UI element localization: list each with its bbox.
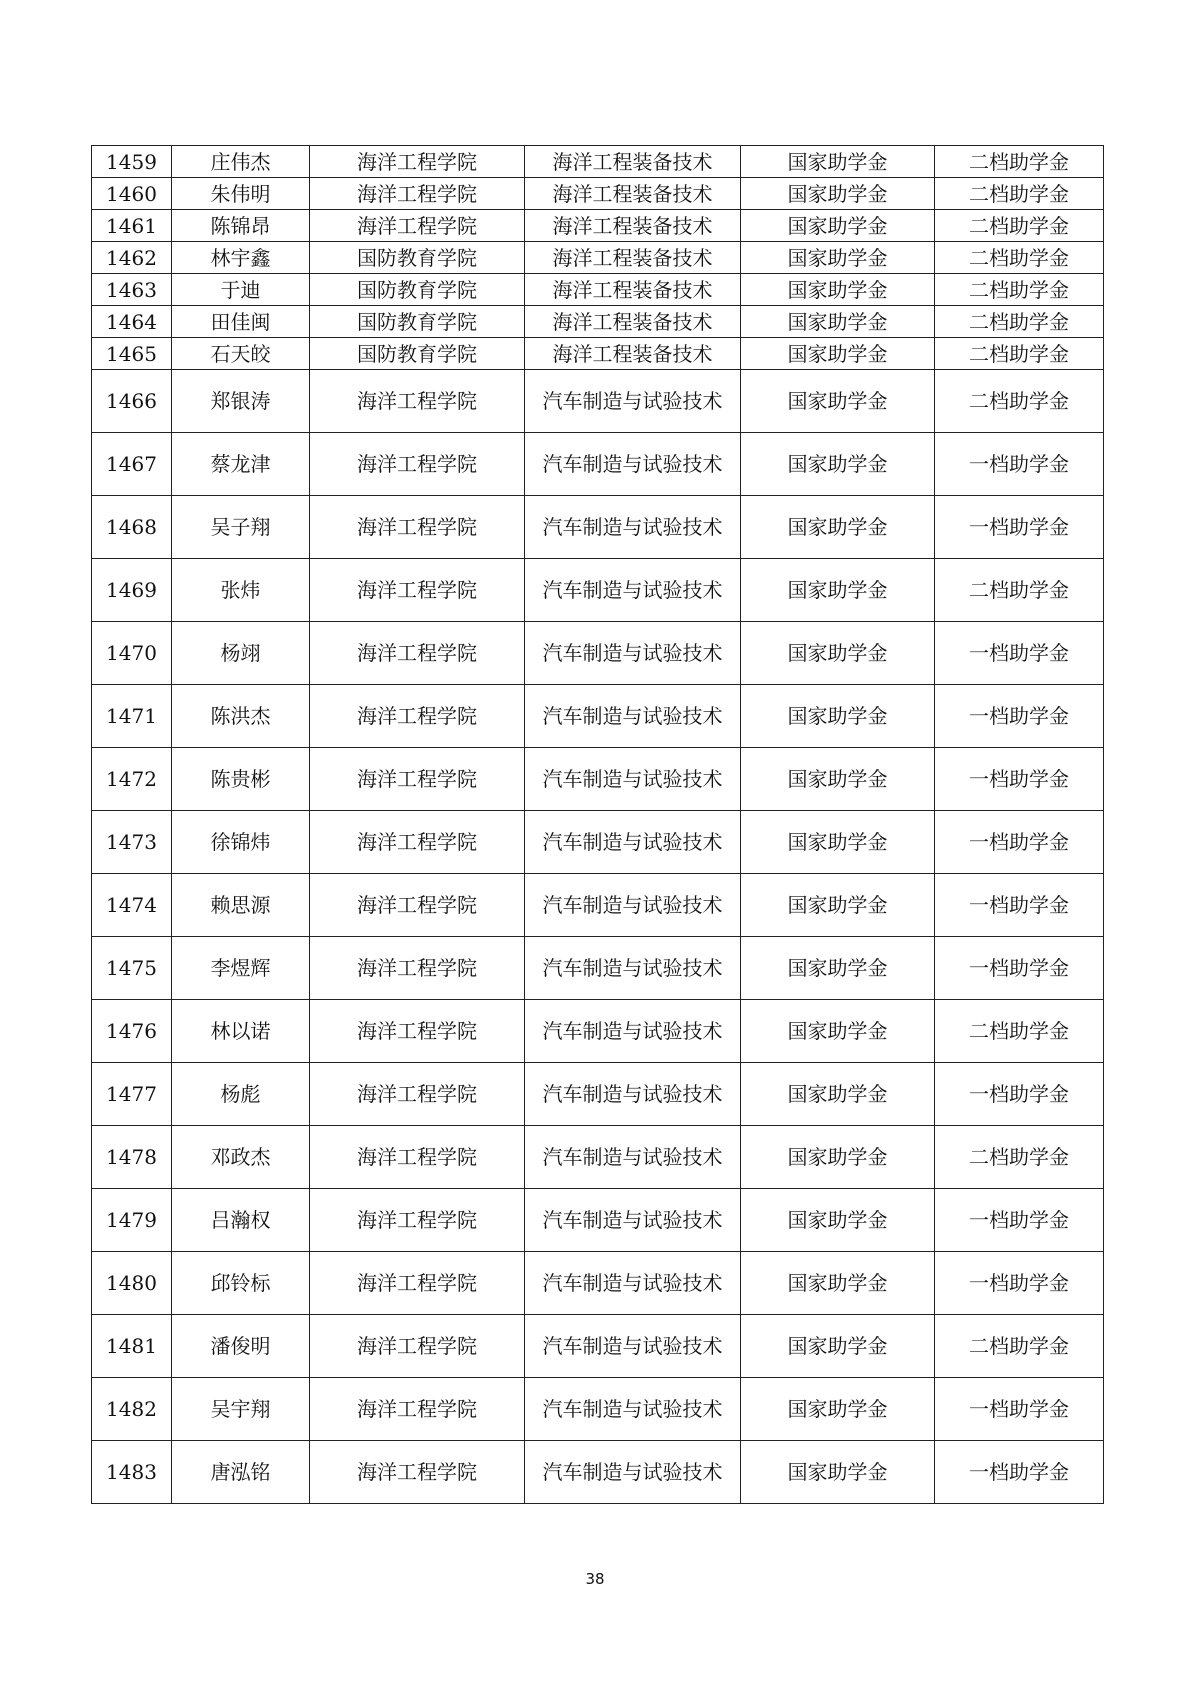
aid-recipient-table [91,145,1104,1504]
cell-aid-level: 二档助学金 [935,242,1104,274]
cell-aid-level: 二档助学金 [935,370,1104,433]
cell-college: 海洋工程学院 [310,1126,525,1189]
cell-aid-level: 一档助学金 [935,1252,1104,1315]
cell-no: 1478 [92,1126,172,1189]
cell-major: 海洋工程装备技术 [525,210,741,242]
cell-college: 海洋工程学院 [310,622,525,685]
cell-no: 1461 [92,210,172,242]
cell-major: 海洋工程装备技术 [525,146,741,178]
cell-aid-type: 国家助学金 [741,1441,935,1504]
cell-aid-level: 二档助学金 [935,178,1104,210]
cell-major: 汽车制造与试验技术 [525,370,741,433]
cell-aid-level: 一档助学金 [935,748,1104,811]
cell-major: 汽车制造与试验技术 [525,1441,741,1504]
cell-name: 林宇鑫 [172,242,310,274]
cell-no: 1469 [92,559,172,622]
table-row [92,274,1104,306]
cell-major: 汽车制造与试验技术 [525,874,741,937]
cell-name: 庄伟杰 [172,146,310,178]
cell-major: 海洋工程装备技术 [525,306,741,338]
cell-name: 田佳闽 [172,306,310,338]
cell-major: 汽车制造与试验技术 [525,1378,741,1441]
cell-name: 李煜辉 [172,937,310,1000]
cell-major: 汽车制造与试验技术 [525,685,741,748]
cell-name: 唐泓铭 [172,1441,310,1504]
table-row [92,433,1104,496]
cell-name: 吴宇翔 [172,1378,310,1441]
cell-no: 1477 [92,1063,172,1126]
cell-no: 1466 [92,370,172,433]
cell-no: 1473 [92,811,172,874]
cell-aid-level: 二档助学金 [935,306,1104,338]
cell-college: 海洋工程学院 [310,1441,525,1504]
cell-name: 吕瀚权 [172,1189,310,1252]
cell-name: 陈贵彬 [172,748,310,811]
cell-aid-type: 国家助学金 [741,622,935,685]
table-row [92,748,1104,811]
cell-college: 国防教育学院 [310,274,525,306]
cell-aid-type: 国家助学金 [741,1126,935,1189]
cell-aid-type: 国家助学金 [741,496,935,559]
cell-no: 1460 [92,178,172,210]
cell-no: 1459 [92,146,172,178]
cell-major: 汽车制造与试验技术 [525,559,741,622]
cell-aid-type: 国家助学金 [741,874,935,937]
cell-name: 潘俊明 [172,1315,310,1378]
table-row [92,1441,1104,1504]
cell-aid-level: 二档助学金 [935,1000,1104,1063]
cell-college: 海洋工程学院 [310,178,525,210]
table-row [92,306,1104,338]
cell-aid-type: 国家助学金 [741,274,935,306]
table-row [92,685,1104,748]
table-row [92,1126,1104,1189]
cell-aid-level: 一档助学金 [935,433,1104,496]
cell-aid-level: 一档助学金 [935,496,1104,559]
table-row [92,338,1104,370]
cell-no: 1483 [92,1441,172,1504]
cell-major: 汽车制造与试验技术 [525,1315,741,1378]
cell-no: 1471 [92,685,172,748]
cell-aid-type: 国家助学金 [741,1000,935,1063]
cell-no: 1480 [92,1252,172,1315]
table-row [92,178,1104,210]
cell-college: 海洋工程学院 [310,685,525,748]
cell-no: 1472 [92,748,172,811]
cell-no: 1464 [92,306,172,338]
cell-aid-level: 二档助学金 [935,146,1104,178]
cell-aid-type: 国家助学金 [741,242,935,274]
table-row [92,1378,1104,1441]
cell-aid-level: 二档助学金 [935,210,1104,242]
cell-aid-level: 一档助学金 [935,874,1104,937]
table-row [92,811,1104,874]
cell-name: 徐锦炜 [172,811,310,874]
cell-name: 邱铃标 [172,1252,310,1315]
cell-college: 海洋工程学院 [310,559,525,622]
cell-college: 海洋工程学院 [310,1063,525,1126]
cell-college: 海洋工程学院 [310,874,525,937]
cell-name: 于迪 [172,274,310,306]
table-row [92,1189,1104,1252]
cell-name: 蔡龙津 [172,433,310,496]
cell-aid-type: 国家助学金 [741,370,935,433]
cell-aid-level: 一档助学金 [935,1378,1104,1441]
cell-no: 1465 [92,338,172,370]
table-row [92,1000,1104,1063]
cell-major: 海洋工程装备技术 [525,274,741,306]
cell-no: 1467 [92,433,172,496]
cell-college: 海洋工程学院 [310,1378,525,1441]
table-row [92,496,1104,559]
cell-aid-type: 国家助学金 [741,748,935,811]
cell-college: 海洋工程学院 [310,748,525,811]
cell-major: 汽车制造与试验技术 [525,1189,741,1252]
cell-no: 1474 [92,874,172,937]
table-row [92,1252,1104,1315]
cell-aid-type: 国家助学金 [741,338,935,370]
cell-major: 汽车制造与试验技术 [525,748,741,811]
cell-aid-level: 一档助学金 [935,1063,1104,1126]
cell-aid-type: 国家助学金 [741,811,935,874]
table-row [92,874,1104,937]
cell-name: 陈锦昂 [172,210,310,242]
cell-major: 汽车制造与试验技术 [525,811,741,874]
cell-college: 海洋工程学院 [310,496,525,559]
cell-no: 1479 [92,1189,172,1252]
cell-college: 海洋工程学院 [310,1000,525,1063]
cell-aid-type: 国家助学金 [741,1189,935,1252]
cell-aid-type: 国家助学金 [741,1252,935,1315]
cell-no: 1463 [92,274,172,306]
cell-aid-level: 二档助学金 [935,1315,1104,1378]
cell-aid-level: 一档助学金 [935,1189,1104,1252]
cell-name: 吴子翔 [172,496,310,559]
cell-aid-type: 国家助学金 [741,685,935,748]
cell-no: 1476 [92,1000,172,1063]
table-row [92,210,1104,242]
cell-aid-type: 国家助学金 [741,937,935,1000]
cell-aid-type: 国家助学金 [741,1378,935,1441]
table-row [92,937,1104,1000]
cell-name: 张炜 [172,559,310,622]
cell-college: 海洋工程学院 [310,937,525,1000]
cell-name: 陈洪杰 [172,685,310,748]
cell-major: 汽车制造与试验技术 [525,622,741,685]
cell-major: 汽车制造与试验技术 [525,496,741,559]
table-body [92,146,1104,1504]
cell-aid-type: 国家助学金 [741,559,935,622]
cell-college: 海洋工程学院 [310,433,525,496]
cell-major: 汽车制造与试验技术 [525,1252,741,1315]
cell-aid-level: 一档助学金 [935,622,1104,685]
cell-college: 海洋工程学院 [310,1189,525,1252]
cell-no: 1475 [92,937,172,1000]
cell-major: 汽车制造与试验技术 [525,1126,741,1189]
cell-aid-level: 二档助学金 [935,1126,1104,1189]
cell-name: 林以诺 [172,1000,310,1063]
table-row [92,370,1104,433]
cell-no: 1482 [92,1378,172,1441]
cell-aid-type: 国家助学金 [741,306,935,338]
table-row [92,559,1104,622]
table-row [92,1315,1104,1378]
cell-major: 汽车制造与试验技术 [525,433,741,496]
cell-name: 邓政杰 [172,1126,310,1189]
cell-name: 赖思源 [172,874,310,937]
cell-aid-type: 国家助学金 [741,433,935,496]
table-row [92,242,1104,274]
cell-aid-type: 国家助学金 [741,178,935,210]
cell-aid-level: 一档助学金 [935,685,1104,748]
cell-aid-level: 一档助学金 [935,937,1104,1000]
cell-aid-level: 二档助学金 [935,338,1104,370]
cell-name: 杨彪 [172,1063,310,1126]
cell-college: 国防教育学院 [310,306,525,338]
cell-major: 汽车制造与试验技术 [525,1000,741,1063]
cell-no: 1468 [92,496,172,559]
table-row [92,1063,1104,1126]
cell-name: 郑银涛 [172,370,310,433]
cell-aid-level: 二档助学金 [935,274,1104,306]
cell-aid-type: 国家助学金 [741,1063,935,1126]
cell-aid-type: 国家助学金 [741,1315,935,1378]
cell-no: 1462 [92,242,172,274]
page-number: 38 [585,1570,605,1588]
cell-no: 1481 [92,1315,172,1378]
cell-major: 海洋工程装备技术 [525,178,741,210]
cell-name: 朱伟明 [172,178,310,210]
cell-college: 海洋工程学院 [310,146,525,178]
cell-aid-level: 一档助学金 [935,1441,1104,1504]
cell-college: 海洋工程学院 [310,811,525,874]
cell-college: 国防教育学院 [310,338,525,370]
cell-major: 海洋工程装备技术 [525,338,741,370]
cell-major: 汽车制造与试验技术 [525,937,741,1000]
cell-college: 海洋工程学院 [310,210,525,242]
cell-name: 杨翊 [172,622,310,685]
cell-name: 石天皎 [172,338,310,370]
cell-aid-type: 国家助学金 [741,146,935,178]
cell-aid-type: 国家助学金 [741,210,935,242]
cell-college: 国防教育学院 [310,242,525,274]
table-row [92,622,1104,685]
cell-aid-level: 二档助学金 [935,559,1104,622]
cell-no: 1470 [92,622,172,685]
cell-college: 海洋工程学院 [310,1252,525,1315]
cell-college: 海洋工程学院 [310,1315,525,1378]
cell-major: 海洋工程装备技术 [525,242,741,274]
table-row [92,146,1104,178]
cell-major: 汽车制造与试验技术 [525,1063,741,1126]
cell-aid-level: 一档助学金 [935,811,1104,874]
cell-college: 海洋工程学院 [310,370,525,433]
